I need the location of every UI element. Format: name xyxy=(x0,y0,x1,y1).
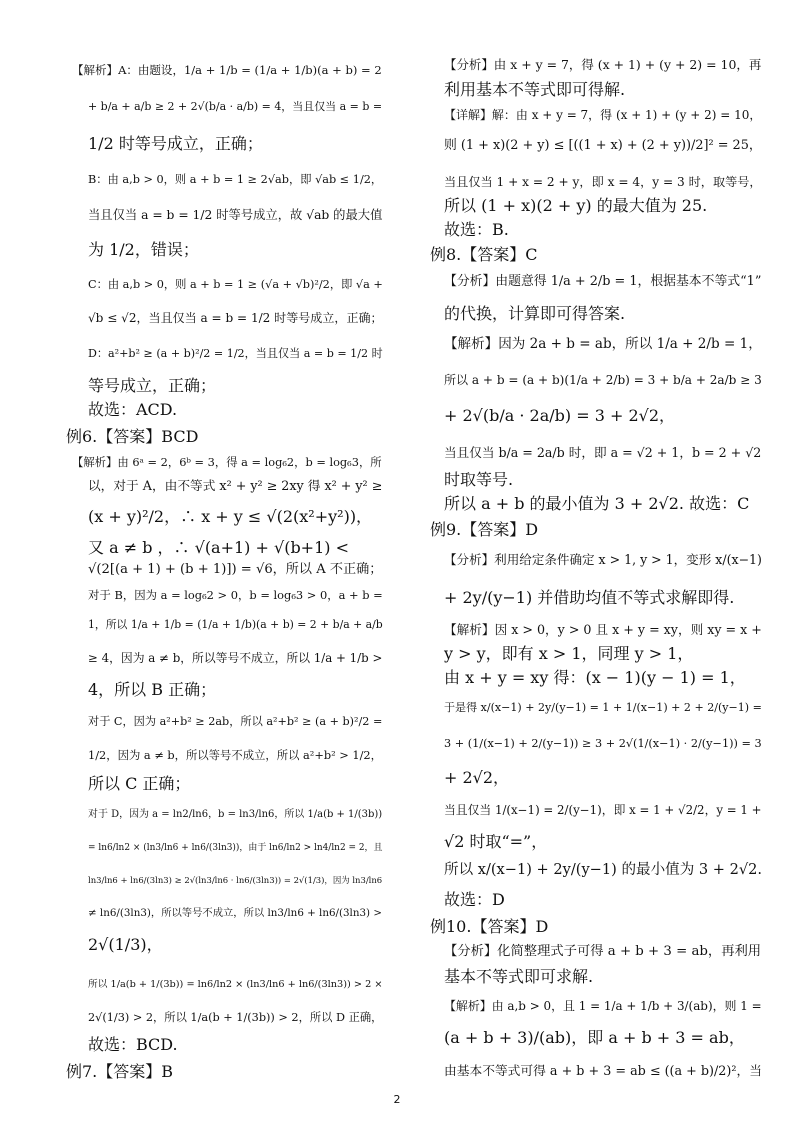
text-line: 【解析】因 x > 0，y > 0 且 x + y = xy，则 xy = x + xyxy=(444,622,762,637)
text-line: 对于 C，因为 a²+b² ≥ 2ab，所以 a²+b² ≥ (a + b)²/2 = xyxy=(88,715,383,728)
text-line: 当且仅当 a = b = 1/2 时等号成立，故 √ab 的最大值 xyxy=(88,208,383,222)
text-line: 为 1/2，错误； xyxy=(88,240,199,259)
text-line: 【详解】解：由 x + y = 7，得 (x + 1) + (y + 2) = 10， xyxy=(444,108,762,122)
text-line: 当且仅当 1/(x−1) = 2/(y−1)，即 x = 1 + √2/2，y = 1 + xyxy=(444,803,762,817)
text-line: 1，所以 1/a + 1/b = (1/a + 1/b)(a + b) = 2 + b/a + a/b xyxy=(88,618,383,631)
text-line: ≥ 4，因为 a ≠ b，所以等号不成立，所以 1/a + 1/b > xyxy=(88,651,383,665)
text-line: (x + y)²/2，∴ x + y ≤ √(2(x²+y²))， xyxy=(88,507,373,526)
text-line: 对于 D，因为 a = ln2/ln6，b = ln3/ln6，所以 1/a(b + 1/(3b)) xyxy=(88,809,383,820)
text-line: √b ≤ √2，当且仅当 a = b = 1/2 时等号成立，正确； xyxy=(88,311,383,325)
text-line: 所以 (1 + x)(2 + y) 的最大值为 25. xyxy=(444,196,708,215)
text-line: 所以 C 正确； xyxy=(88,774,191,793)
text-line: 例6.【答案】BCD xyxy=(66,427,199,446)
text-line: 当且仅当 b/a = 2a/b 时，即 a = √2 + 1，b = 2 + √2 xyxy=(444,445,762,460)
text-line: 【解析】由 6ᵃ = 2，6ᵇ = 3，得 a = log₆2，b = log₆3，所 xyxy=(72,455,382,469)
text-line: √(2[(a + 1) + (b + 1)]) = √6，所以 A 不正确； xyxy=(88,562,383,577)
text-line: D：a²+b² ≥ (a + b)²/2 = 1/2，当且仅当 a = b = 1/2 时 xyxy=(88,347,383,360)
text-line: √2 时取“=”， xyxy=(444,832,548,851)
text-line: 以，对于 A，由不等式 x² + y² ≥ 2xy 得 x² + y² ≥ xyxy=(88,478,383,493)
text-line: 又 a ≠ b ，∴ √(a+1) + √(b+1) < xyxy=(88,538,350,557)
text-line: 所以 1/a(b + 1/(3b)) = ln6/ln2 × (ln3/ln6 + ln6/(3ln3)) > 2 × xyxy=(88,979,383,990)
text-line: 故选：B. xyxy=(444,220,509,239)
text-line: 故选：ACD. xyxy=(88,400,178,419)
text-line: (a + b + 3)/(ab)，即 a + b + 3 = ab， xyxy=(444,1028,745,1047)
text-line: 的代换，计算即可得答案. xyxy=(444,304,626,323)
text-line: 对于 B，因为 a = log₆2 > 0，b = log₆3 > 0，a + b = xyxy=(88,588,383,602)
text-line: 利用基本不等式即可得解. xyxy=(444,80,626,99)
text-line: + b/a + a/b ≥ 2 + 2√(b/a · a/b) = 4，当且仅当 a = b = xyxy=(88,100,383,113)
text-line: 所以 a + b = (a + b)(1/a + 2/b) = 3 + b/a + 2a/b ≥ 3 xyxy=(444,373,762,387)
text-line: 【解析】由 a,b > 0，且 1 = 1/a + 1/b + 3/(ab)，则 1 = xyxy=(444,999,762,1013)
text-line: 故选：BCD. xyxy=(88,1035,178,1054)
text-line: 于是得 x/(x−1) + 2y/(y−1) = 1 + 1/(x−1) + 2 + 2/(y−1) = xyxy=(444,701,762,714)
text-line: 【分析】利用给定条件确定 x > 1, y > 1，变形 x/(x−1) xyxy=(444,552,762,567)
text-line: y > y，即有 x > 1，同理 y > 1， xyxy=(444,644,694,663)
text-line: 【分析】由 x + y = 7，得 (x + 1) + (y + 2) = 10，再 xyxy=(444,57,762,72)
text-line: 4，所以 B 正确； xyxy=(88,680,217,699)
text-line: 例7.【答案】B xyxy=(66,1062,174,1081)
text-line: 例10.【答案】D xyxy=(430,917,549,936)
page-number: 2 xyxy=(393,1093,401,1106)
text-line: 当且仅当 1 + x = 2 + y，即 x = 4，y = 3 时，取等号， xyxy=(444,175,762,189)
text-line: 例9.【答案】D xyxy=(430,520,539,539)
text-line: 2√(1/3) > 2，所以 1/a(b + 1/(3b)) > 2，所以 D 正确， xyxy=(88,1011,383,1024)
text-line: 时取等号. xyxy=(444,470,514,489)
text-line: B：由 a,b > 0，则 a + b = 1 ≥ 2√ab，即 √ab ≤ 1/2， xyxy=(88,173,383,186)
text-line: 1/2，因为 a ≠ b，所以等号不成立，所以 a²+b² > 1/2， xyxy=(88,748,382,762)
text-line: ≠ ln6/(3ln3)，所以等号不成立，所以 ln3/ln6 + ln6/(3ln3) > xyxy=(88,907,382,919)
text-line: C：由 a,b > 0，则 a + b = 1 ≥ (√a + √b)²/2，即 √a + xyxy=(88,278,383,291)
text-line: ln3/ln6 + ln6/(3ln3) ≥ 2√(ln3/ln6 · ln6/(3ln3)) = 2√(1/3)，因为 ln3/ln6 xyxy=(88,875,383,885)
text-line: 由基本不等式可得 a + b + 3 = ab ≤ ((a + b)/2)²，当 xyxy=(444,1064,762,1079)
text-line: + 2y/(y−1) 并借助均值不等式求解即得. xyxy=(444,588,735,607)
text-line: 【分析】化简整理式子可得 a + b + 3 = ab，再利用 xyxy=(444,944,762,959)
text-line: 3 + (1/(x−1) + 2/(y−1)) ≥ 3 + 2√(1/(x−1) · 2/(y−1)) = 3 xyxy=(444,737,762,750)
text-line: 2√(1/3)， xyxy=(88,935,163,954)
text-line: 【解析】A：由题设，1/a + 1/b = (1/a + 1/b)(a + b) = 2 xyxy=(72,63,382,77)
text-line: 基本不等式即可求解. xyxy=(444,967,594,986)
text-line: 所以 a + b 的最小值为 3 + 2√2. 故选：C xyxy=(444,494,750,513)
text-line: 则 (1 + x)(2 + y) ≤ [((1 + x) + (2 + y))/2]² = 25， xyxy=(444,138,762,153)
text-line: + 2√(b/a · 2a/b) = 3 + 2√2， xyxy=(444,406,676,425)
text-line: 所以 x/(x−1) + 2y/(y−1) 的最小值为 3 + 2√2. xyxy=(444,861,763,878)
text-line: 例8.【答案】C xyxy=(430,245,538,264)
text-line: = ln6/ln2 × (ln3/ln6 + ln6/(3ln3))，由于 ln6/ln2 > ln4/ln2 = 2，且 xyxy=(88,843,383,853)
text-line: 由 x + y = xy 得：(x − 1)(y − 1) = 1， xyxy=(444,668,746,687)
text-line: 故选：D xyxy=(444,890,505,909)
text-line: 1/2 时等号成立，正确； xyxy=(88,134,263,153)
text-line: 【解析】因为 2a + b = ab，所以 1/a + 2/b = 1， xyxy=(444,336,762,352)
text-line: 【分析】由题意得 1/a + 2/b = 1，根据基本不等式“1” xyxy=(444,274,762,289)
text-line: 等号成立，正确； xyxy=(88,376,217,395)
text-line: + 2√2， xyxy=(444,768,510,787)
